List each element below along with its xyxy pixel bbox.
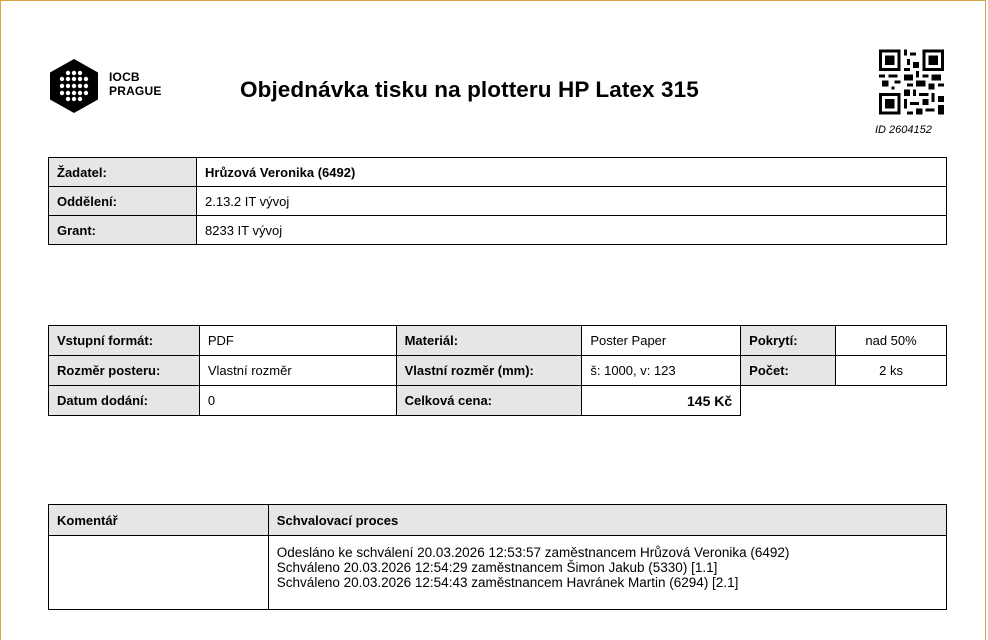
grant-value: 8233 IT vývoj bbox=[197, 216, 947, 245]
poster-size-value: Vlastní rozměr bbox=[199, 356, 396, 386]
logo-text bbox=[109, 70, 162, 98]
table-row bbox=[49, 536, 947, 610]
input-format-value: PDF bbox=[199, 326, 396, 356]
document-title: Objednávka tisku na plotteru HP Latex 315 bbox=[240, 77, 699, 102]
delivery-date-value: 0 bbox=[199, 386, 396, 416]
order-table bbox=[48, 325, 947, 416]
table-row bbox=[49, 326, 947, 356]
coverage-value: nad 50% bbox=[836, 326, 947, 356]
approval-table bbox=[48, 504, 947, 610]
requester-table bbox=[48, 157, 947, 245]
count-label: Počet: bbox=[741, 356, 836, 386]
table-row bbox=[49, 505, 947, 536]
poster-size-label: Rozměr posteru: bbox=[49, 356, 200, 386]
total-price-label: Celková cena: bbox=[396, 386, 582, 416]
table-row bbox=[49, 216, 947, 245]
approval-log-line: Schváleno 20.03.2026 12:54:29 zaměstnancem Šimon Jakub (5330) [1.1] bbox=[276, 560, 718, 575]
custom-size-value: š: 1000, v: 123 bbox=[582, 356, 741, 386]
count-value: 2 ks bbox=[836, 356, 947, 386]
approval-process-header: Schvalovací proces bbox=[268, 505, 946, 536]
document-id: ID 2604152 bbox=[875, 124, 932, 136]
comment-value bbox=[49, 536, 269, 610]
iocb-logo bbox=[50, 59, 98, 113]
qr-code-icon bbox=[879, 47, 944, 117]
material-value: Poster Paper bbox=[582, 326, 741, 356]
table-row bbox=[49, 386, 947, 416]
grant-label: Grant: bbox=[49, 216, 197, 245]
department-value: 2.13.2 IT vývoj bbox=[197, 187, 947, 216]
empty-cell bbox=[741, 386, 947, 416]
custom-size-label: Vlastní rozměr (mm): bbox=[396, 356, 582, 386]
requester-value: Hrůzová Veronika (6492) bbox=[197, 158, 947, 187]
logo-text-line2: PRAGUE bbox=[109, 84, 162, 98]
department-label: Oddělení: bbox=[49, 187, 197, 216]
approval-log-line: Odesláno ke schválení 20.03.2026 12:53:57 zaměstnancem Hrůzová Veronika (6492) bbox=[276, 545, 790, 560]
material-label: Materiál: bbox=[396, 326, 582, 356]
approval-process-log bbox=[268, 536, 946, 610]
input-format-label: Vstupní formát: bbox=[49, 326, 200, 356]
requester-label: Žadatel: bbox=[49, 158, 197, 187]
total-price-value: 145 Kč bbox=[582, 386, 741, 416]
delivery-date-label: Datum dodání: bbox=[49, 386, 200, 416]
approval-log-line: Schváleno 20.03.2026 12:54:43 zaměstnancem Havránek Martin (6294) [2.1] bbox=[276, 575, 739, 590]
logo-text-line1: IOCB bbox=[109, 70, 140, 84]
table-row bbox=[49, 187, 947, 216]
table-row bbox=[49, 356, 947, 386]
coverage-label: Pokrytí: bbox=[741, 326, 836, 356]
comment-header: Komentář bbox=[49, 505, 269, 536]
table-row bbox=[49, 158, 947, 187]
